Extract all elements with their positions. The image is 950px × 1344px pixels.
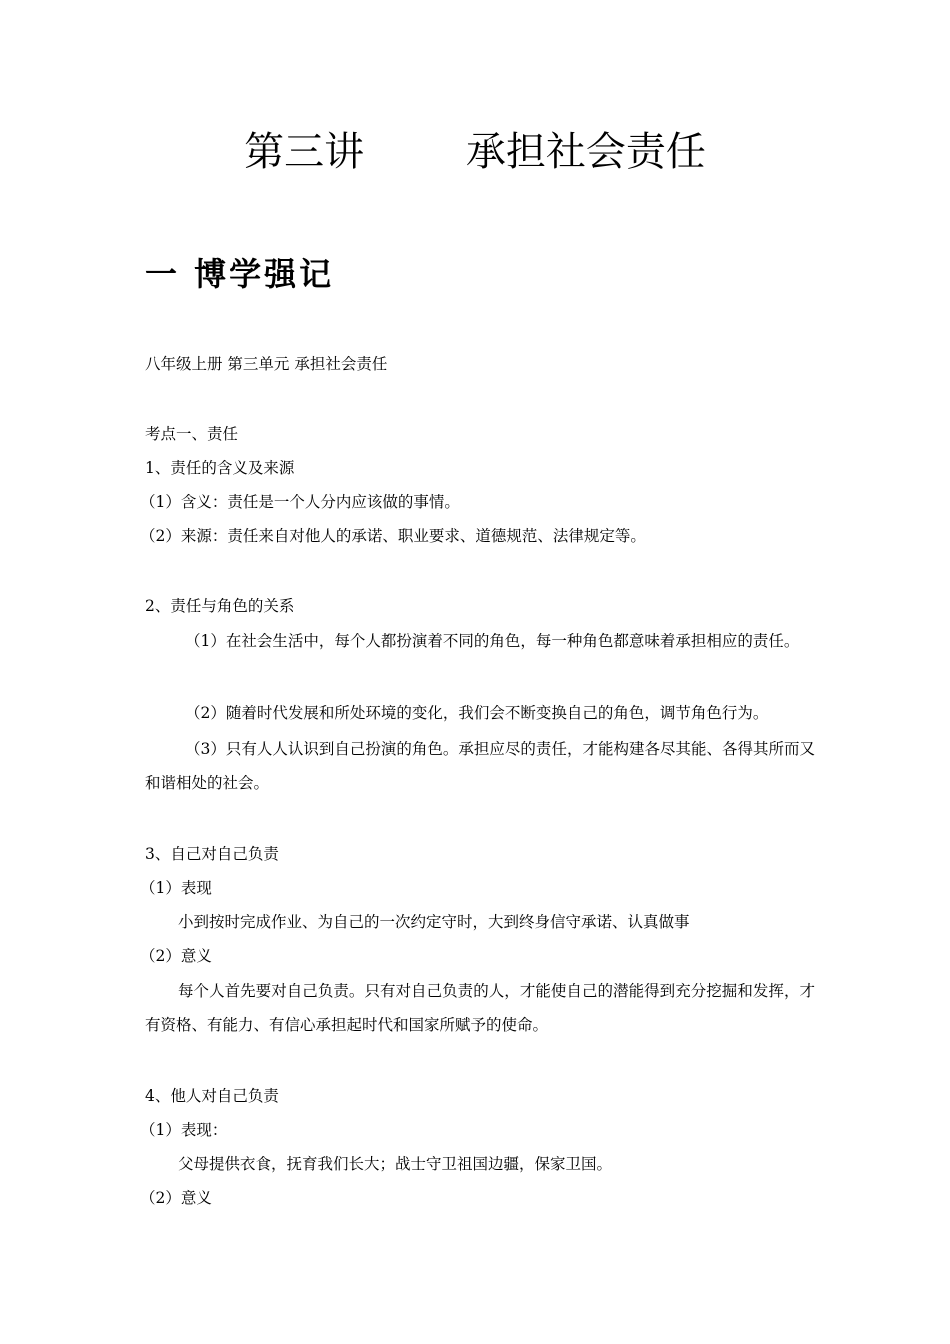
section-heading: 一 博学强记 bbox=[145, 255, 335, 293]
item-4-sub-2: （2）意义 bbox=[140, 1189, 212, 1207]
item-2-point-1: （1）在社会生活中，每个人都扮演着不同的角色，每一种角色都意味着承担相应的责任。 bbox=[185, 632, 800, 650]
item-3-sub-2-text: 每个人首先要对自己负责。只有对自己负责的人，才能使自己的潜能得到充分挖掘和发挥，才有资格、有能力、有信心承担起时代和国家所赋予的使命。 bbox=[145, 982, 815, 1034]
item-1-title: 1、责任的含义及来源 bbox=[145, 459, 295, 477]
item-3-sub-2: （2）意义 bbox=[140, 947, 212, 965]
item-2-point-2: （2）随着时代发展和所处环境的变化，我们会不断变换自己的角色，调节角色行为。 bbox=[185, 704, 769, 722]
item-3-sub-1: （1）表现 bbox=[140, 879, 212, 897]
item-2-title: 2、责任与角色的关系 bbox=[145, 597, 295, 615]
unit-line: 八年级上册 第三单元 承担社会责任 bbox=[145, 355, 388, 373]
item-1-point-2: （2）来源：责任来自对他人的承诺、职业要求、道德规范、法律规定等。 bbox=[140, 527, 646, 545]
document-title: 第三讲 承担社会责任 bbox=[244, 129, 706, 175]
item-3-title: 3、自己对自己负责 bbox=[145, 845, 279, 863]
item-4-title: 4、他人对自己负责 bbox=[145, 1087, 279, 1105]
item-1-point-1: （1）含义：责任是一个人分内应该做的事情。 bbox=[140, 493, 460, 511]
item-3-sub-1-text: 小到按时完成作业、为自己的一次约定守时，大到终身信守承诺、认真做事 bbox=[178, 913, 690, 931]
item-4-sub-1-text: 父母提供衣食，抚育我们长大；战士守卫祖国边疆，保家卫国。 bbox=[178, 1155, 613, 1173]
item-2-point-3: （3）只有人人认识到自己扮演的角色。承担应尽的责任，才能构建各尽其能、各得其所而又和谐相处的社会。 bbox=[145, 740, 815, 792]
item-4-sub-1: （1）表现： bbox=[140, 1121, 228, 1139]
kaodian-heading: 考点一、责任 bbox=[145, 425, 239, 443]
